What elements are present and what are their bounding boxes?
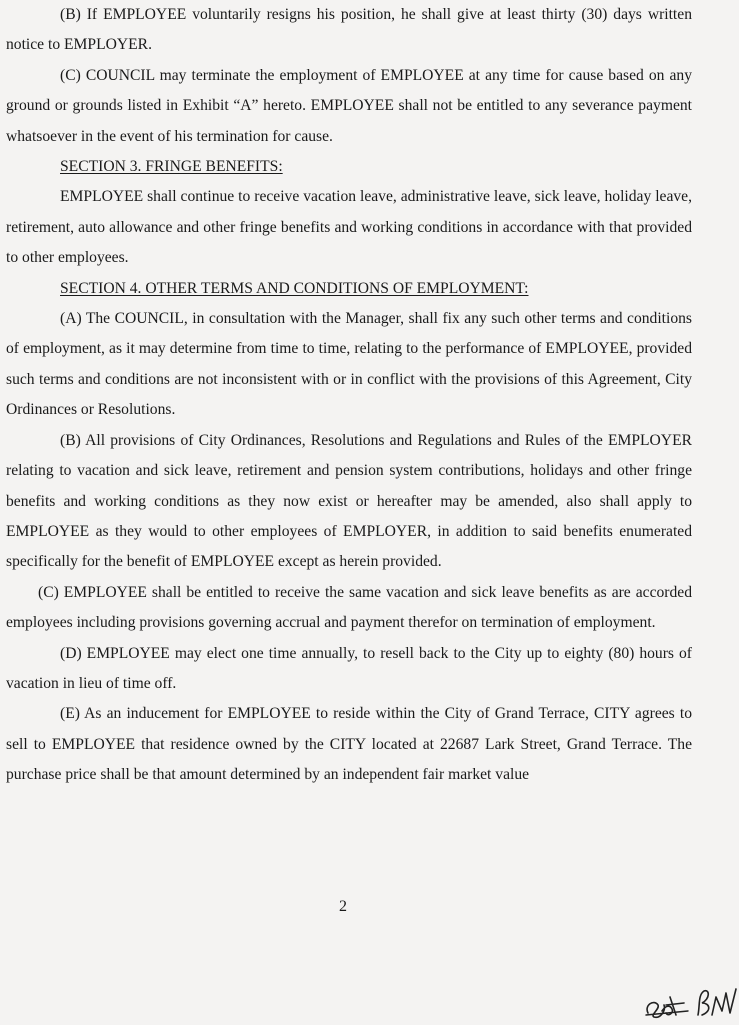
paragraph-fringe-benefits: EMPLOYEE shall continue to receive vacation leave, administrative leave, sick leave, holiday leave, retirement, auto allowance and other fringe benefits and working conditions in accordance with that provided to other employees. [6, 188, 692, 267]
section-4-heading: SECTION 4. OTHER TERMS AND CONDITIONS OF EMPLOYMENT: [60, 279, 529, 297]
paragraph-4e-residence-inducement: (E) As an inducement for EMPLOYEE to reside within the City of Grand Terrace, CITY agrees to sell to EMPLOYEE that residence owned by the CITY located at 22687 Lark Street, Grand Terrace. The purchase price shall be that amount determined by an independent fair market value [6, 705, 692, 784]
paragraph-resignation-notice: (B) If EMPLOYEE voluntarily resigns his position, he shall give at least thirty (30) days written notice to EMPLOYER. [6, 6, 692, 54]
paragraph-4c-vacation-sick-leave: (C) EMPLOYEE shall be entitled to receive the same vacation and sick leave benefits as are accorded employees including provisions governing accrual and payment therefor on termination of employment. [6, 583, 692, 632]
page-number: 2 [339, 898, 347, 915]
section-3-heading: SECTION 3. FRINGE BENEFITS: [60, 158, 283, 176]
handwritten-initials [640, 975, 739, 1020]
paragraph-4b-city-provisions: (B) All provisions of City Ordinances, Resolutions and Regulations and Rules of the EMPLOYER relating to vacation and sick leave, retirement and pension system contributions, holidays and other fringe benefits and working conditions as they now exist or hereafter may be amended, also shall apply to EMPLOYEE as they would to other employees of EMPLOYER, in addition to said benefits enumerated specifically for the benefit of EMPLOYEE except as herein provided. [6, 431, 692, 571]
paragraph-4a-other-terms: (A) The COUNCIL, in consultation with the Manager, shall fix any such other terms and conditions of employment, as it may determine from time to time, relating to the performance of EMPLOYEE, provided such terms and conditions are not inconsistent with or in conflict with the provisions of this Agreement, City Ordinances or Resolutions. [6, 310, 692, 419]
document-body [6, 0, 692, 791]
paragraph-4d-resell-vacation: (D) EMPLOYEE may elect one time annually, to resell back to the City up to eighty (80) hours of vacation in lieu of time off. [6, 644, 692, 692]
paragraph-termination-for-cause: (C) COUNCIL may terminate the employment of EMPLOYEE at any time for cause based on any ground or grounds listed in Exhibit “A” hereto. EMPLOYEE shall not be entitled to any severance payment whatsoever in the event of his termination for cause. [6, 66, 692, 145]
initials-signature-icon [640, 975, 739, 1020]
